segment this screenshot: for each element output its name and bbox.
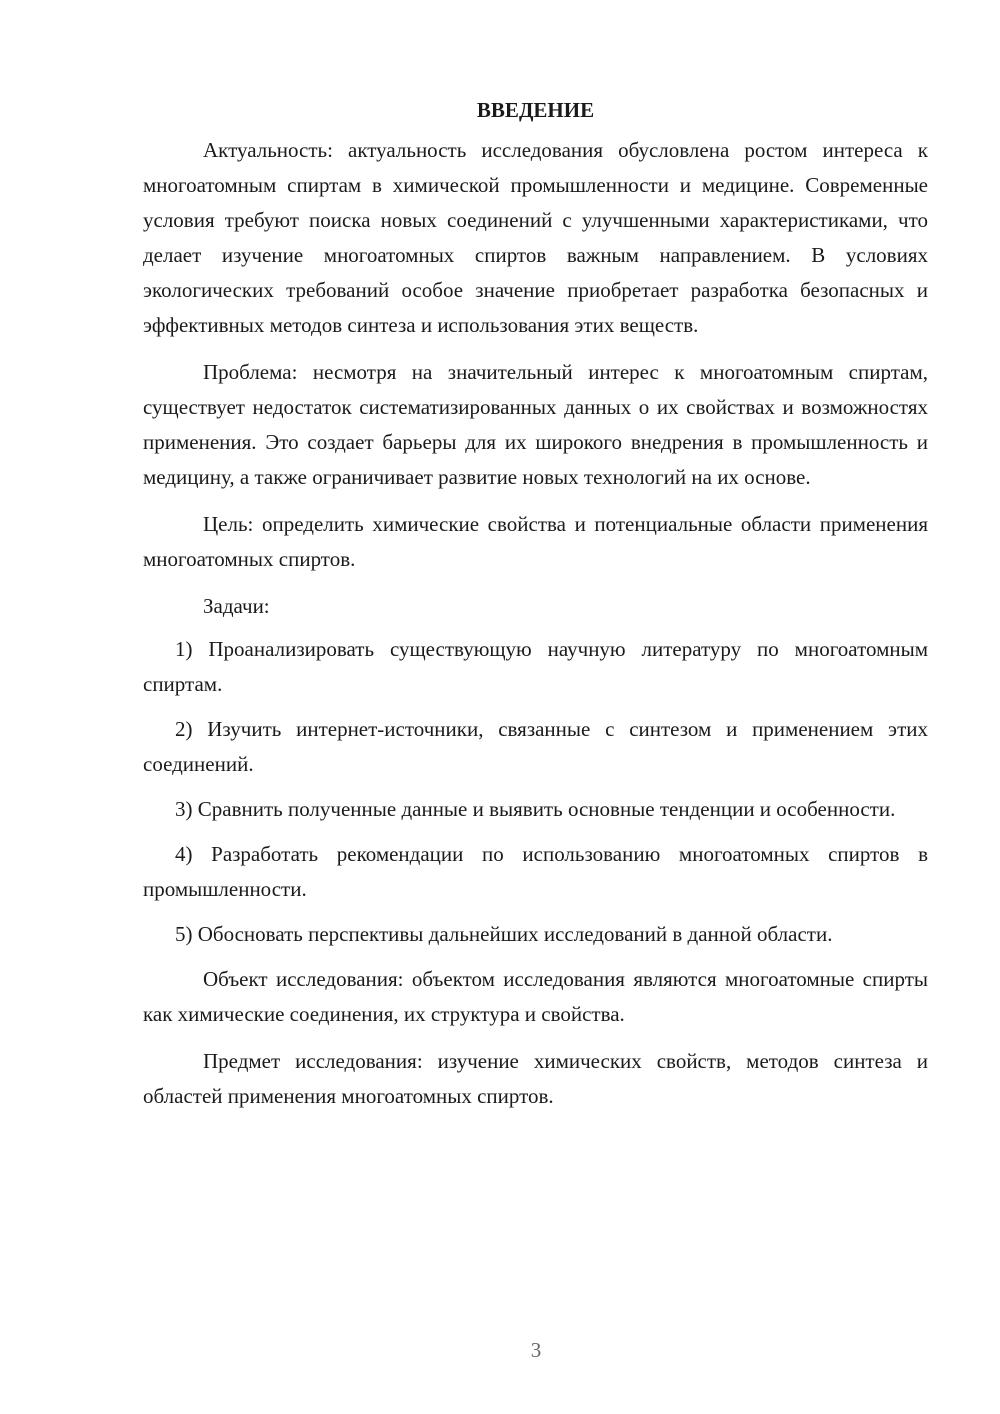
- tasks-heading: Задачи:: [203, 594, 270, 618]
- subject-paragraph: Предмет исследования: изучение химических свойств, методов синтеза и областей применения многоатомных спиртов.: [143, 1049, 928, 1108]
- task-item: 1) Проанализировать существующую научную литературу по многоатомным спиртам.: [143, 637, 928, 696]
- problem-paragraph: Проблема: несмотря на значительный интерес к многоатомным спиртам, существует недостаток систематизированных данных о их свойствах и возможностях применения. Это создает барьеры для их широкого внедрения в промышленность и медицину, а также ограничивает развитие новых технологий на их основе.: [143, 360, 928, 489]
- task-item: 3) Сравнить полученные данные и выявить основные тенденции и особенности.: [175, 797, 896, 821]
- relevance-paragraph: Актуальность: актуальность исследования обусловлена ростом интереса к многоатомным спиртам в химической промышленности и медицине. Современные условия требуют поиска новых соединений с улучшенными характеристиками, что делает изучение многоатомных спиртов важным направлением. В условиях экологических требований особое значение приобретает разработка безопасных и эффективных методов синтеза и использования этих веществ.: [143, 138, 928, 337]
- task-item: 4) Разработать рекомендации по использованию многоатомных спиртов в промышленности.: [143, 842, 928, 901]
- goal-paragraph: Цель: определить химические свойства и потенциальные области применения многоатомных спиртов.: [143, 512, 928, 571]
- task-item: 5) Обосновать перспективы дальнейших исследований в данной области.: [175, 922, 833, 946]
- object-paragraph: Объект исследования: объектом исследования являются многоатомные спирты как химические соединения, их структура и свойства.: [143, 967, 928, 1026]
- page-number: 3: [530, 1338, 542, 1362]
- document-page: [143, 92, 928, 1126]
- section-heading: ВВЕДЕНИЕ: [476, 98, 595, 122]
- tasks-list: [143, 632, 928, 952]
- task-item: 2) Изучить интернет-источники, связанные с синтезом и применением этих соединений.: [143, 717, 928, 776]
